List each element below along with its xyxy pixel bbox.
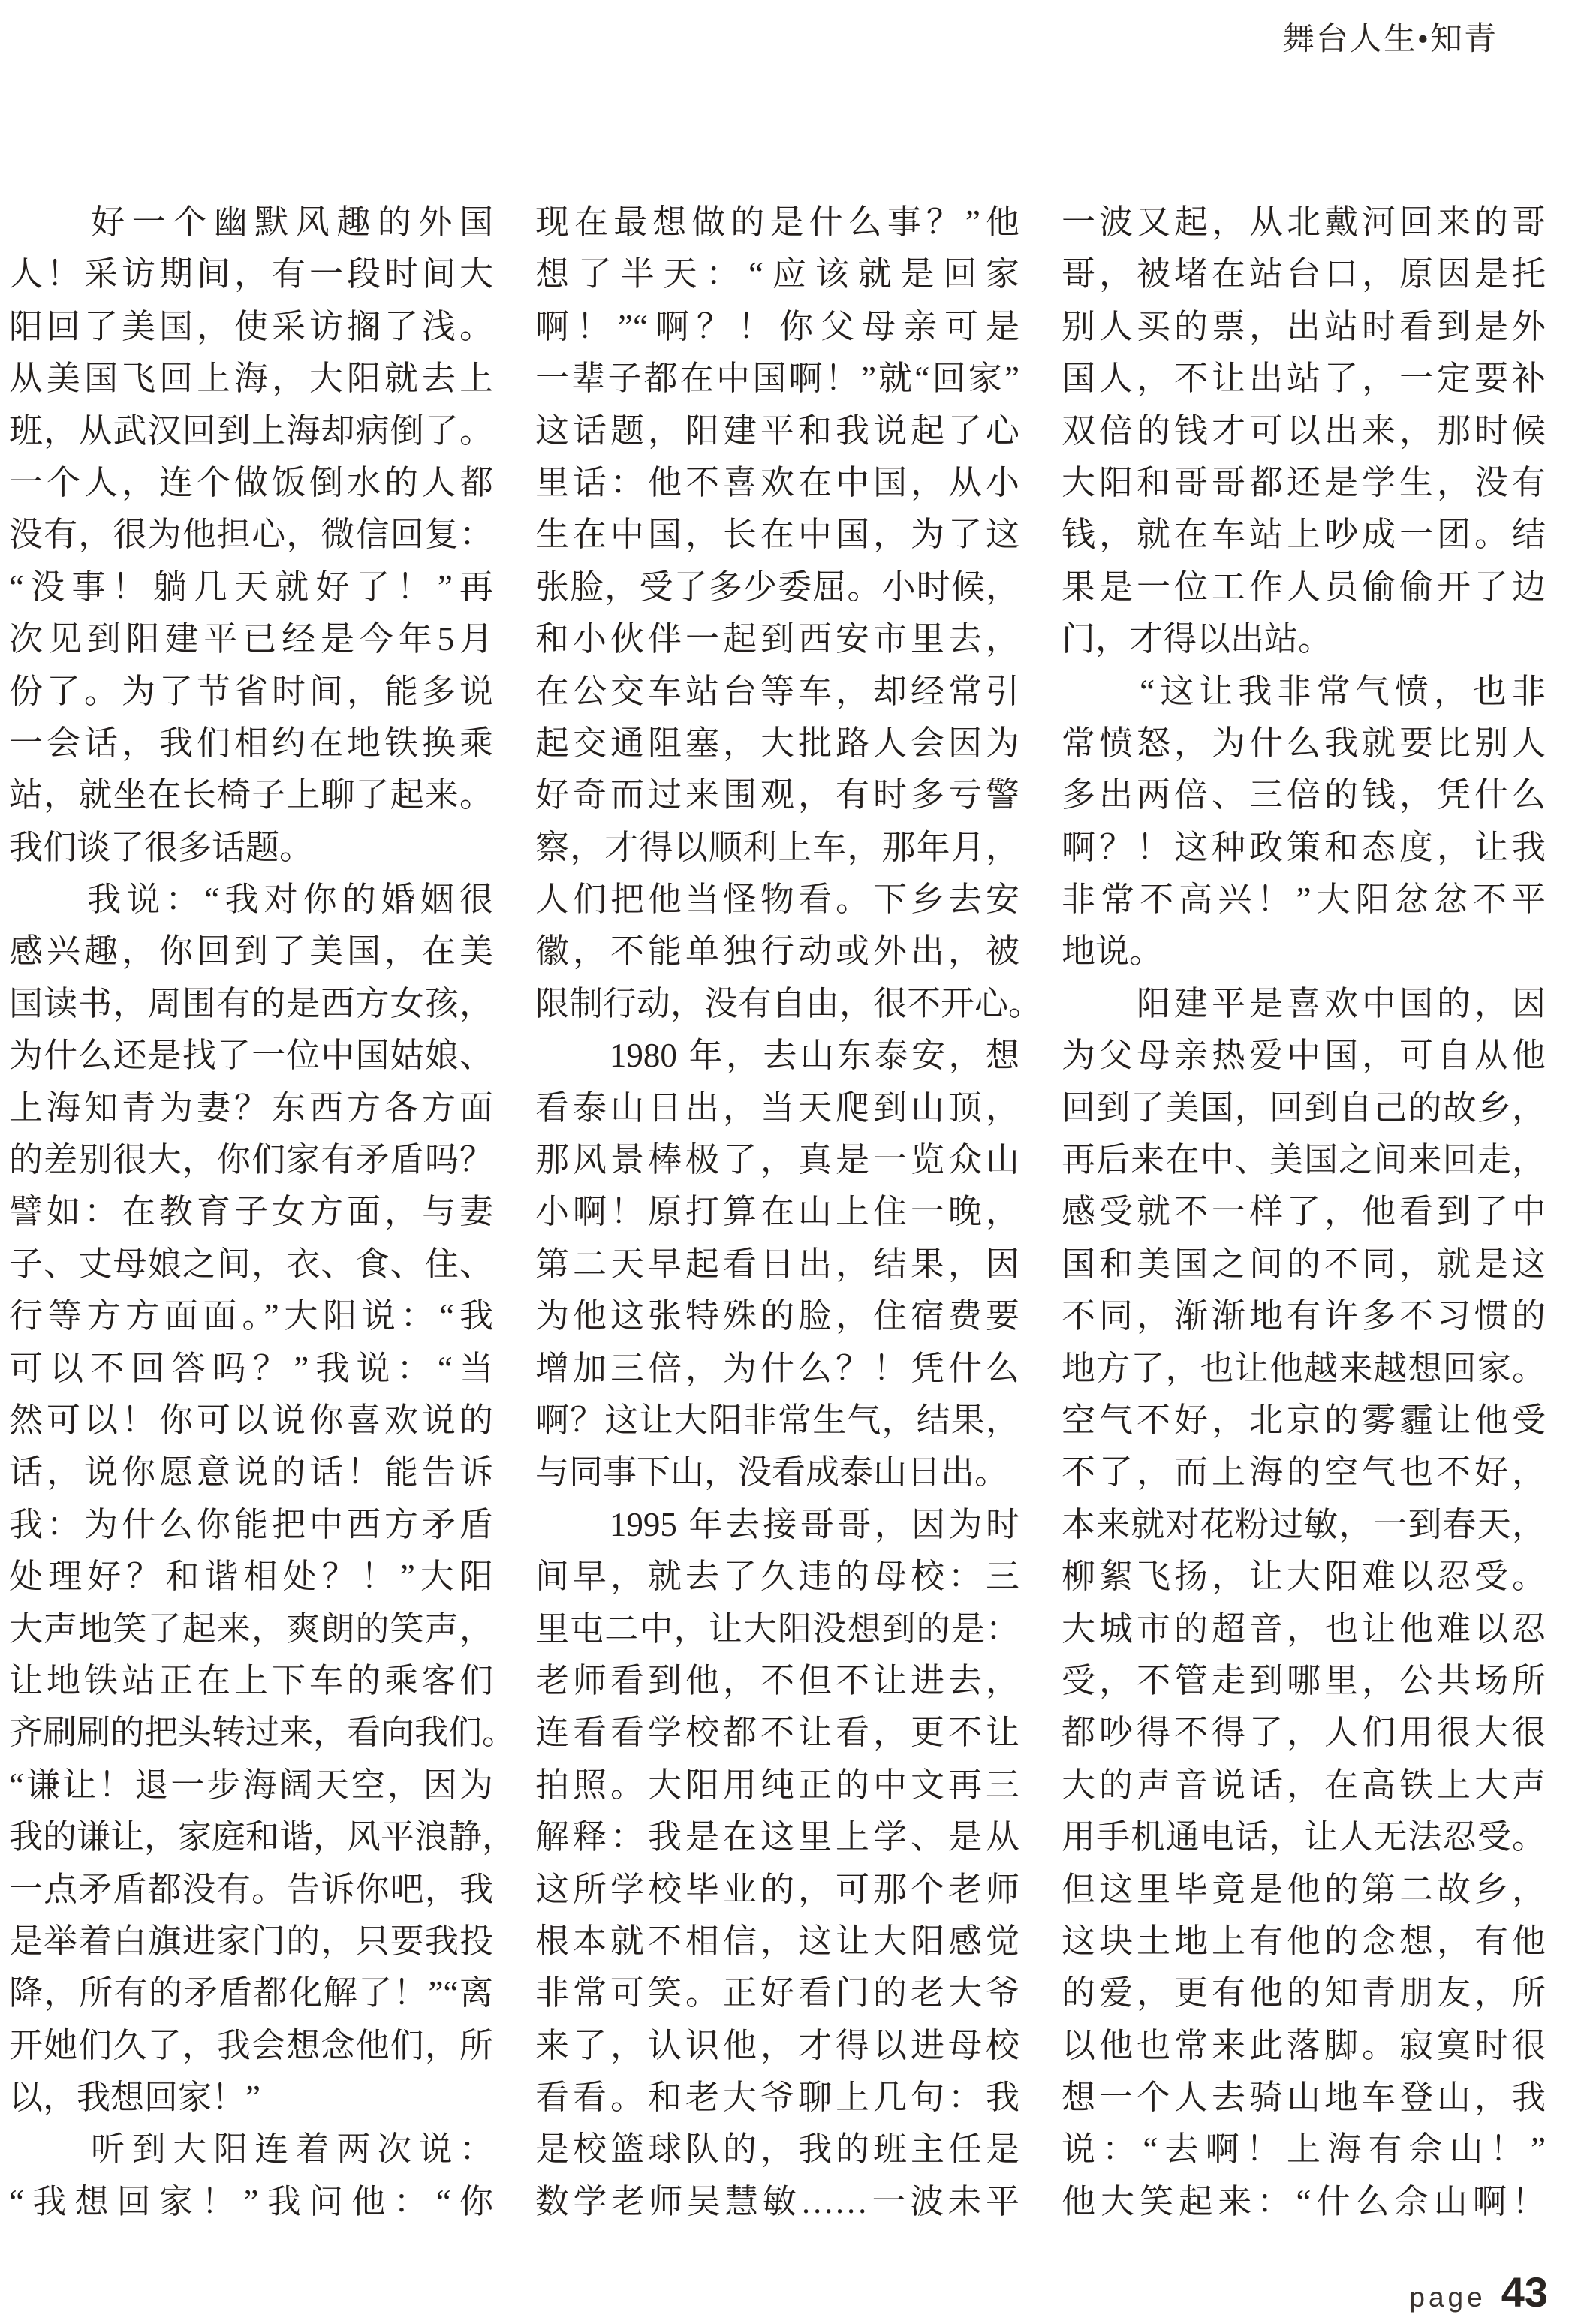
text-line: 感受就不一样了，他看到了中	[1062, 1193, 1546, 1231]
text-line: 拍照。大阳用纯正的中文再三	[535, 1766, 1019, 1804]
text-line: 然可以！你可以说你喜欢说的	[9, 1401, 493, 1439]
text-line: 钱，就在车站上吵成一团。结	[1062, 516, 1546, 554]
text-line: 不同，渐渐地有许多不习惯的	[1062, 1297, 1546, 1335]
text-line: 一波又起，从北戴河回来的哥	[1062, 203, 1546, 241]
text-line: 国和美国之间的不同，就是这	[1062, 1245, 1546, 1283]
text-line: 我的谦让，家庭和谐，风平浪静，	[9, 1818, 516, 1856]
text-line: 他大笑起来：“什么佘山啊！	[1062, 2182, 1546, 2220]
text-line: 第二天早起看日出，结果，因	[535, 1245, 1019, 1283]
text-line: 听到大阳连着两次说：	[9, 2130, 493, 2169]
text-line: 别人买的票，出站时看到是外	[1062, 307, 1546, 345]
text-line: 次见到阳建平已经是今年5月	[9, 620, 493, 658]
text-line: 1980 年，去山东泰安，想	[535, 1037, 1019, 1075]
text-line: 回到了美国，回到自己的故乡，	[1062, 1088, 1546, 1127]
text-line: 我说：“我对你的婚姻很	[9, 881, 493, 919]
text-line: 啊！”“啊？！你父母亲可是	[535, 307, 1019, 345]
text-line: 看看。和老大爷聊上几句：我	[535, 2079, 1019, 2117]
text-line: 我们谈了很多话题。	[9, 828, 314, 866]
text-line: 地方了，也让他越来越想回家。	[1062, 1349, 1546, 1387]
text-line: 非常可笑。正好看门的老大爷	[535, 1974, 1019, 2012]
text-line: 与同事下山，没看成泰山日出。	[535, 1453, 1009, 1492]
text-line: 想了半天：“应该就是回家	[535, 255, 1019, 294]
text-line: 的爱，更有他的知青朋友，所	[1062, 1974, 1546, 2012]
text-line: 以他也常来此落脚。寂寞时很	[1062, 2026, 1546, 2064]
text-line: 感兴趣，你回到了美国，在美	[9, 932, 493, 971]
text-line: 为什么还是找了一位中国姑娘、	[9, 1037, 493, 1075]
text-line: 都吵得不得了，人们用很大很	[1062, 1714, 1546, 1752]
text-line: 本来就对花粉过敏，一到春天，	[1062, 1505, 1546, 1543]
text-line: 阳建平是喜欢中国的，因	[1062, 984, 1546, 1022]
text-line: 人！采访期间，有一段时间大	[9, 255, 493, 294]
text-line: 和小伙伴一起到西安市里去，	[535, 620, 1019, 658]
text-line: 大阳和哥哥都还是学生，没有	[1062, 463, 1546, 501]
text-line: 是举着白旗进家门的，只要我投	[9, 1922, 493, 1960]
text-line: 看泰山日出，当天爬到山顶，	[535, 1088, 1019, 1127]
text-line: 哥，被堵在站台口，原因是托	[1062, 255, 1546, 294]
text-line: 人们把他当怪物看。下乡去安	[535, 881, 1019, 919]
text-line: 站，就坐在长椅子上聊了起来。	[9, 776, 493, 814]
text-line: 老师看到他，不但不让进去，	[535, 1661, 1019, 1699]
article-columns	[9, 197, 1546, 2228]
text-line: 处理好？和谐相处？！”大阳	[9, 1558, 493, 1596]
text-line: 里话：他不喜欢在中国，从小	[535, 463, 1019, 501]
text-line: 大城市的超音，也让他难以忍	[1062, 1609, 1546, 1648]
text-line: 增加三倍，为什么？！凭什么	[535, 1349, 1019, 1387]
text-line: 子、丈母娘之间，衣、食、住、	[9, 1245, 493, 1283]
text-line: 门，才得以出站。	[1062, 620, 1333, 658]
text-line: 阳回了美国，使采访搁了浅。	[9, 307, 493, 345]
text-line: 双倍的钱才可以出来，那时候	[1062, 411, 1546, 450]
text-line: 是校篮球队的，我的班主任是	[535, 2130, 1019, 2169]
text-line: 在公交车站台等车，却经常引	[535, 672, 1019, 710]
text-line: 譬如：在教育子女方面，与妻	[9, 1193, 493, 1231]
text-line: 降，所有的矛盾都化解了！”“离	[9, 1974, 493, 2012]
text-line: 不了，而上海的空气也不好，	[1062, 1453, 1546, 1492]
text-line: 没有，很为他担心，微信回复：	[9, 516, 493, 554]
text-line: 让地铁站正在上下车的乘客们	[9, 1661, 493, 1699]
text-line: 大的声音说话，在高铁上大声	[1062, 1766, 1546, 1804]
text-line: “我想回家！”我问他：“你	[9, 2182, 493, 2220]
text-line: 里屯二中，让大阳没想到的是：	[535, 1609, 1019, 1648]
text-line: 1995 年去接哥哥，因为时	[535, 1505, 1019, 1543]
page-footer	[1409, 2268, 1548, 2316]
text-line: 察，才得以顺利上车，那年月，	[535, 828, 1019, 866]
text-line: 行等方方面面。”大阳说：“我	[9, 1297, 493, 1335]
text-line: 间早，就去了久违的母校：三	[535, 1558, 1019, 1596]
text-line: 张脸，受了多少委屈。小时候，	[535, 567, 1019, 606]
text-line: 连看看学校都不让看，更不让	[535, 1714, 1019, 1752]
text-line: 可以不回答吗？”我说：“当	[9, 1349, 493, 1387]
text-line: 非常不高兴！”大阳忿忿不平	[1062, 881, 1546, 919]
text-line: 为他这张特殊的脸，住宿费要	[535, 1297, 1019, 1335]
text-line: 为父母亲热爱中国，可自从他	[1062, 1037, 1546, 1075]
text-line: 再后来在中、美国之间来回走，	[1062, 1141, 1546, 1179]
text-line: 那风景棒极了，真是一览众山	[535, 1141, 1019, 1179]
text-line: 一辈子都在中国啊！”就“回家”	[535, 360, 1019, 398]
text-line: 这块土地上有他的念想，有他	[1062, 1922, 1546, 1960]
text-line: 上海知青为妻？东西方各方面	[9, 1088, 493, 1127]
text-line: 地说。	[1062, 932, 1164, 971]
text-column-3	[1062, 197, 1546, 2228]
text-line: 多出两倍、三倍的钱，凭什么	[1062, 776, 1546, 814]
section-header: 舞台人生•知青	[1281, 22, 1498, 57]
text-line: 现在最想做的是什么事？”他	[535, 203, 1019, 241]
text-line: 班，从武汉回到上海却病倒了。	[9, 411, 493, 450]
text-line: 啊？！这种政策和态度，让我	[1062, 828, 1546, 866]
text-line: 国读书，周围有的是西方女孩，	[9, 984, 493, 1022]
text-line: “谦让！退一步海阔天空，因为	[9, 1766, 493, 1804]
text-line: 空气不好，北京的雾霾让他受	[1062, 1401, 1546, 1439]
text-line: 份了。为了节省时间，能多说	[9, 672, 493, 710]
text-line: 生在中国，长在中国，为了这	[535, 516, 1019, 554]
text-column-1	[9, 197, 516, 2228]
text-line: 根本就不相信，这让大阳感觉	[535, 1922, 1019, 1960]
text-line: 好奇而过来围观，有时多亏警	[535, 776, 1019, 814]
text-line: 话，说你愿意说的话！能告诉	[9, 1453, 493, 1492]
text-line: 说：“去啊！上海有佘山！”	[1062, 2130, 1546, 2169]
text-line: 一点矛盾都没有。告诉你吧，我	[9, 1870, 493, 1908]
text-line: “没事！躺几天就好了！”再	[9, 567, 493, 606]
text-line: 来了，认识他，才得以进母校	[535, 2026, 1019, 2064]
text-line: 的差别很大，你们家有矛盾吗？	[9, 1141, 493, 1179]
text-line: 国人，不让出站了，一定要补	[1062, 360, 1546, 398]
text-line: 限制行动，没有自由，很不开心。	[535, 984, 1043, 1022]
text-line: “这让我非常气愤，也非	[1062, 672, 1546, 710]
text-line: 徽，不能单独行动或外出，被	[535, 932, 1019, 971]
text-line: 一会话，我们相约在地铁换乘	[9, 724, 493, 762]
text-line: 小啊！原打算在山上住一晚，	[535, 1193, 1019, 1231]
text-line: 啊？这让大阳非常生气，结果，	[535, 1401, 1019, 1439]
text-line: 用手机通电话，让人无法忍受。	[1062, 1818, 1546, 1856]
text-line: 齐刷刷的把头转过来，看向我们。	[9, 1714, 516, 1752]
text-line: 想一个人去骑山地车登山，我	[1062, 2079, 1546, 2117]
text-line: 常愤怒，为什么我就要比别人	[1062, 724, 1546, 762]
text-line: 大声地笑了起来，爽朗的笑声，	[9, 1609, 493, 1648]
text-line: 我：为什么你能把中西方矛盾	[9, 1505, 493, 1543]
page-number: 43	[1501, 2268, 1548, 2316]
text-line: 这所学校毕业的，可那个老师	[535, 1870, 1019, 1908]
text-column-2	[535, 197, 1043, 2228]
text-line: 解释：我是在这里上学、是从	[535, 1818, 1019, 1856]
text-line: 从美国飞回上海，大阳就去上	[9, 360, 493, 398]
text-line: 一个人，连个做饭倒水的人都	[9, 463, 493, 501]
text-line: 受，不管走到哪里，公共场所	[1062, 1661, 1546, 1699]
text-line: 好一个幽默风趣的外国	[9, 203, 493, 241]
text-line: 这话题，阳建平和我说起了心	[535, 411, 1019, 450]
text-line: 果是一位工作人员偷偷开了边	[1062, 567, 1546, 606]
text-line: 开她们久了，我会想念他们，所	[9, 2026, 493, 2064]
text-line: 柳絮飞扬，让大阳难以忍受。	[1062, 1558, 1546, 1596]
text-line: 以，我想回家！”	[9, 2079, 260, 2117]
text-line: 起交通阻塞，大批路人会因为	[535, 724, 1019, 762]
page-label: page	[1409, 2282, 1486, 2313]
text-line: 数学老师吴慧敏……一波未平	[535, 2182, 1019, 2220]
text-line: 但这里毕竟是他的第二故乡，	[1062, 1870, 1546, 1908]
